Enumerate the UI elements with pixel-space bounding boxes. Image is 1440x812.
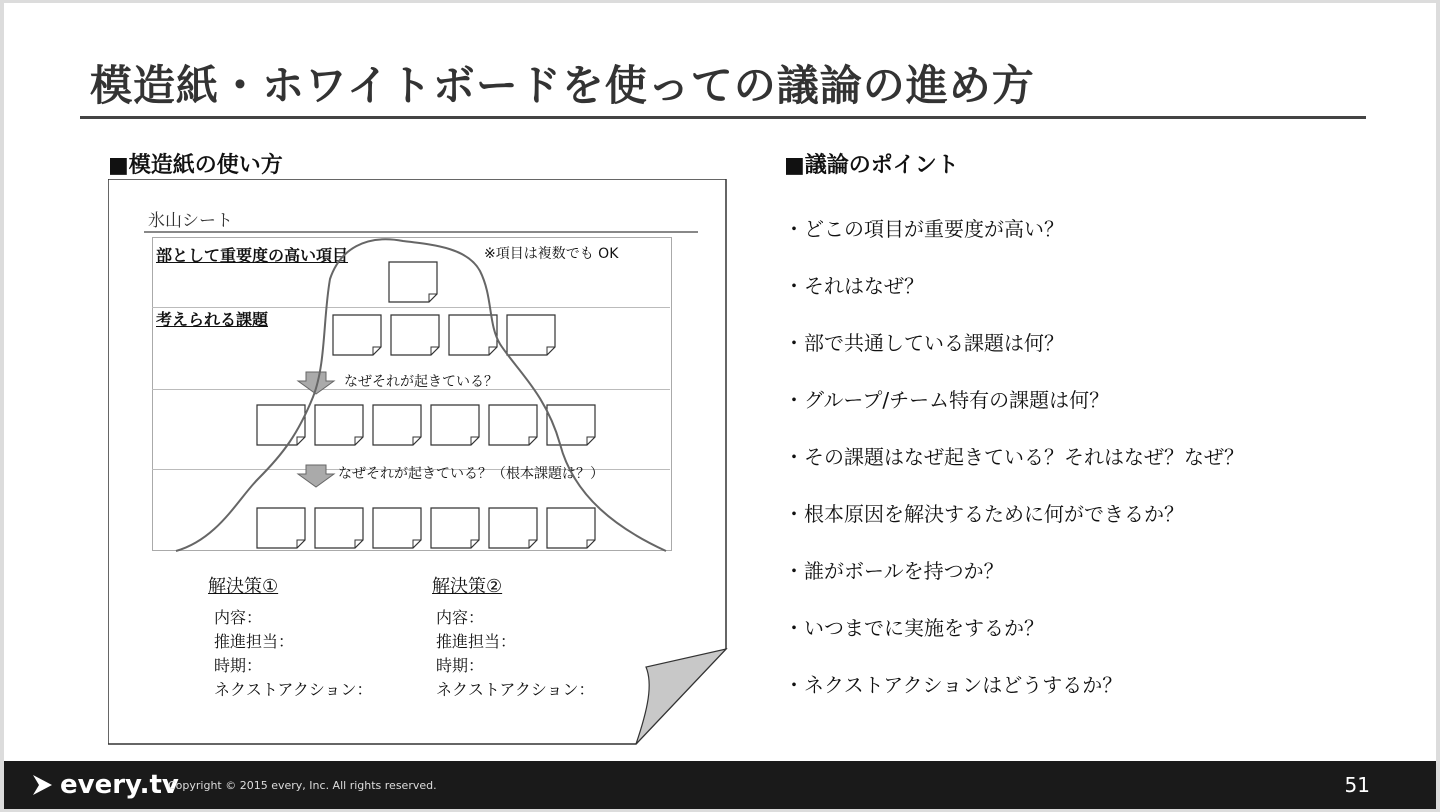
- slide: [4, 3, 1436, 809]
- discussion-points: [784, 213, 1244, 726]
- sheet-label: 氷山シート: [148, 211, 233, 231]
- slide-title: 模造紙・ホワイトボードを使っての議論の進め方: [90, 61, 1035, 110]
- solution2-item: ネクストアクション：: [436, 680, 595, 699]
- point-item: ・その課題はなぜ起きている？それはなぜ？なぜ？: [784, 445, 1244, 469]
- point-item: ・誰がボールを持つか？: [784, 559, 1004, 583]
- point-item: ・それはなぜ？: [784, 274, 924, 298]
- point-item: ・グループ/チーム特有の課題は何？: [784, 388, 1110, 412]
- point-item: ・どこの項目が重要度が高い？: [784, 217, 1064, 241]
- row1-label: 部として重要度の高い項目: [156, 246, 349, 265]
- row1-note: ※項目は複数でも OK: [484, 246, 619, 262]
- page-number: 51: [1344, 773, 1370, 797]
- arrow1-text: なぜそれが起きている？: [344, 374, 498, 390]
- row2-label: 考えられる課題: [156, 310, 269, 329]
- solution1-item: 時期：: [214, 656, 263, 675]
- solution2-item: 時期：: [436, 656, 485, 675]
- copyright-text: Copyright © 2015 every, Inc. All rights reserved.: [168, 779, 437, 792]
- solution2-heading: 解決策②: [432, 576, 503, 597]
- solution2-item: 推進担当：: [436, 632, 517, 651]
- point-item: ・部で共通している課題は何？: [784, 331, 1064, 355]
- left-section-heading: ■模造紙の使い方: [108, 153, 283, 178]
- right-section-heading: ■議論のポイント: [784, 153, 959, 178]
- solution1-heading: 解決策①: [208, 576, 279, 597]
- play-logo-icon: [30, 773, 54, 797]
- solution1-item: 推進担当：: [214, 632, 295, 651]
- solution2-item: 内容：: [436, 608, 485, 627]
- brand-logo: [30, 770, 179, 800]
- iceberg-outline: [108, 179, 728, 745]
- paper-diagram: [108, 179, 728, 745]
- footer-bar: [4, 761, 1436, 809]
- brand-name: every.tv: [60, 770, 179, 800]
- title-divider: [80, 116, 1366, 119]
- point-item: ・ネクストアクションはどうするか？: [784, 673, 1123, 697]
- solution1-item: ネクストアクション：: [214, 680, 373, 699]
- solution1-item: 内容：: [214, 608, 263, 627]
- point-item: ・いつまでに実施をするか？: [784, 616, 1044, 640]
- point-item: ・根本原因を解決するために何ができるか？: [784, 502, 1184, 526]
- arrow2-text: なぜそれが起きている？（根本課題は？）: [338, 466, 604, 482]
